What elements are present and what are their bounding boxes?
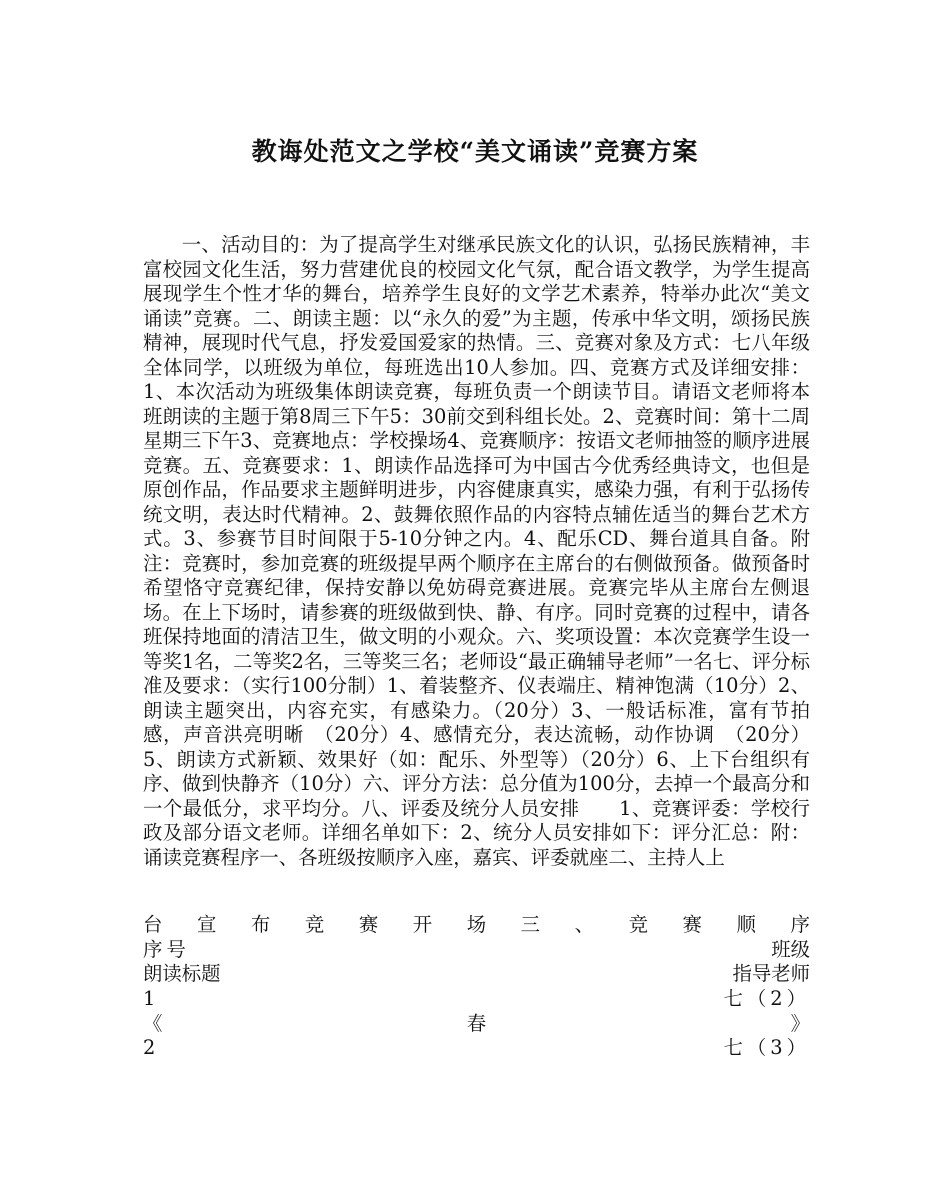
row-open-quote: 《 [143, 1012, 163, 1035]
program-line-char: 赛 [358, 913, 379, 936]
header-reading-title-label: 朗读标题 [143, 962, 221, 985]
row-seq: 1 [143, 987, 156, 1010]
table-header-2 [143, 962, 810, 987]
program-line-char: 竞 [628, 913, 648, 936]
body-paragraph: 一、活动目的：为了提高学生对继承民族文化的认识，弘扬民族精神，丰富校园文化生活，努力营建优良的校园文化气氛，配合语文教学，为学生提高展现学生个性才华的舞台，培养学生良好的文学艺术素养，特举办此次“美文诵读”竞赛。二、朗读主题：以“永久的爱”为主题，传承中华文明，颂扬民族精神，展现时代气息，抒发爱国爱家的热情。三、竞赛对象及方式：七八年级全体同学，以班级为单位，每班选出10人参加。四、竞赛方式及详细安排：1、本次活动为班级集体朗读竞赛，每班负责一个朗读节目。请语文老师将本班朗读的主题于第8周三下午5：30前交到科组长处。2、竞赛时间：第十二周星期三下午3、竞赛地点：学校操场4、竞赛顺序：按语文老师抽签的顺序进展竞赛。五、竞赛要求：1、朗读作品选择可为中国古今优秀经典诗文，也但是原创作品，作品要求主题鲜明进步，内容健康真实，感染力强，有利于弘扬传统文明，表达时代精神。2、鼓舞依照作品的内容特点辅佐适当的舞台艺术方式。3、参赛节目时间限于5-10分钟之内。4、配乐CD、舞台道具自备。附注：竞赛时，参加竞赛的班级提早两个顺序在主席台的右侧做预备。做预备时希望恪守竞赛纪律，保持安静以免妨碍竞赛进展。竞赛完毕从主席台左侧退场。在上下场时，请参赛的班级做到快、静、有序。同时竞赛的过程中，请各班保持地面的清洁卫生，做文明的小观众。六、奖项设置：本次竞赛学生设一等奖1名，二等奖2名，三等奖三名；老师设“最正确辅导老师”一名七、评分标准及要求：（实行100分制）1、着装整齐、仪表端庄、精神饱满（10分）2、朗读主题突出，内容充实，有感染力。（20分）3、一般话标准，富有节拍感，声音洪亮明晰 （20分）4、感情充分，表达流畅，动作协调 （20分）5、朗读方式新颖、效果好（如：配乐、外型等）（20分）6、上下台组织有序、做到快静齐（10分）六、评分方法：总分值为100分，去掉一个最高分和一个最低分，求平均分。八、评委及统分人员安排 1、竞赛评委：学校行政及部分语文老师。详细名单如下：2、统分人员安排如下：评分汇总：附：诵读竞赛程序一、各班级按顺序入座，嘉宾、评委就座二、主持人上 [143, 233, 810, 869]
header-teacher-label: 指导老师 [732, 962, 810, 985]
program-line-char: 台 [143, 913, 163, 936]
program-line-char: 场 [466, 913, 487, 936]
program-line-char: 序 [790, 913, 810, 936]
row-title: 春 [466, 1012, 487, 1035]
program-line-char: 宣 [196, 913, 217, 936]
program-line-char: 赛 [682, 913, 702, 936]
row-close-quote: 》 [790, 1012, 810, 1035]
row-seq: 2 [143, 1036, 156, 1059]
program-line-char: 顺 [736, 913, 756, 936]
header-class-label: 班级 [771, 938, 810, 961]
program-line-char: 布 [250, 913, 271, 936]
program-line-char: 竞 [304, 913, 325, 936]
page-title: 教诲处范文之学校“美文诵读”竞赛方案 [251, 137, 699, 166]
header-seq-label: 序号 [143, 938, 190, 961]
table-row [143, 1036, 810, 1061]
row-class: 七（2） [723, 987, 810, 1010]
table-row [143, 987, 810, 1012]
row-class: 七（3） [723, 1036, 810, 1059]
program-line [143, 913, 810, 938]
table-row [143, 1012, 810, 1037]
program-line-char: 三 [520, 913, 541, 936]
program-line-char: 开 [412, 913, 433, 936]
table-header-1 [143, 938, 810, 963]
program-line-char: 、 [574, 913, 595, 936]
